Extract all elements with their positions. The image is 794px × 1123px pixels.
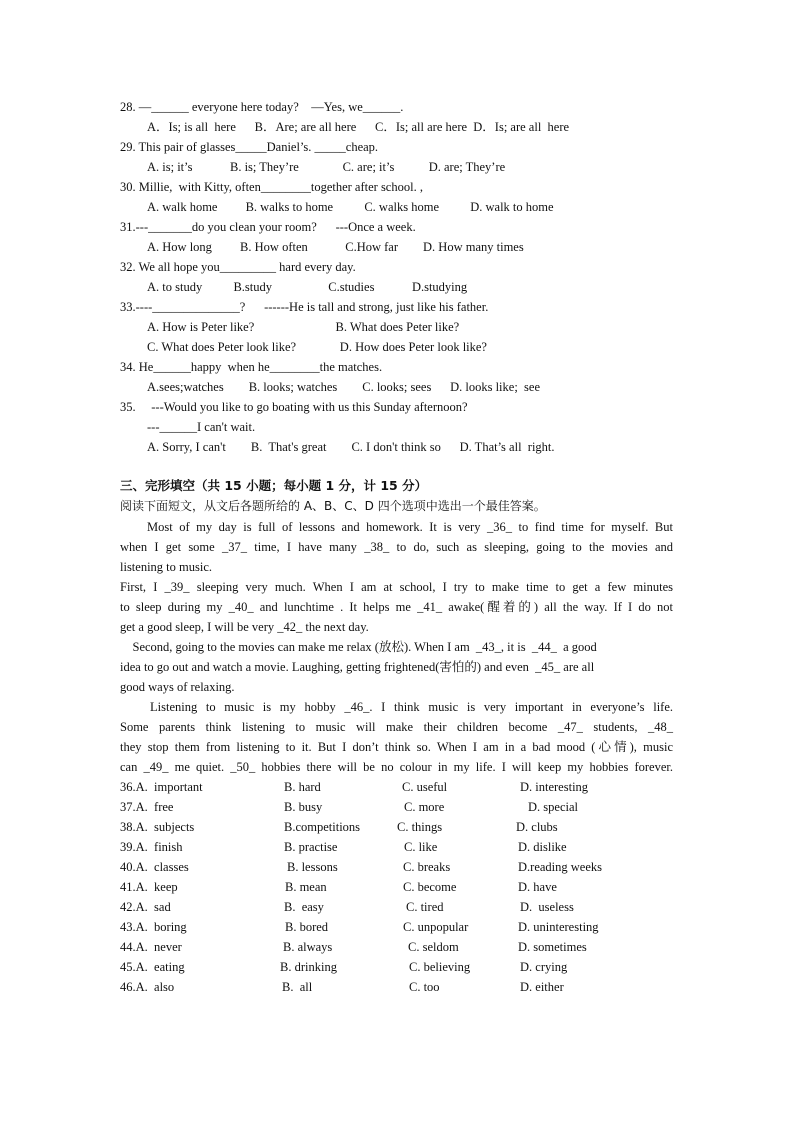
answer-37-c: C. more — [404, 800, 445, 814]
answer-36-a: 36.A. important — [120, 780, 203, 794]
answer-43-b: B. bored — [285, 920, 329, 934]
answer-45-c: C. believing — [409, 960, 471, 974]
passage-line-9: good ways of relaxing. — [120, 680, 235, 694]
answer-43-d: D. uninteresting — [518, 920, 599, 934]
answer-44-c: C. seldom — [408, 940, 459, 954]
passage-line-13: can _49_ me quiet. _50_ hobbies there will be no colour in my life. I will keep my hobbies forever. — [120, 760, 673, 774]
passage-line-10: Listening to music is my hobby _46_. I think music is very important in everyone’s life. — [150, 700, 673, 714]
answer-40-d: D.reading weeks — [518, 860, 602, 874]
answer-37-a: 37.A. free — [120, 800, 174, 814]
passage-line-5: to sleep during my _40_ and lunchtime . It helps me _41_ awake(醒着的) all the way. If I do not — [120, 600, 673, 614]
answer-41-a: 41.A. keep — [120, 880, 178, 894]
question-28-options: A．Is; is all here B．Are; are all here C．Is; all are here D．Is; are all here — [147, 120, 570, 134]
answer-36-d: D. interesting — [520, 780, 589, 794]
answer-45-a: 45.A. eating — [120, 960, 185, 974]
answer-46-a: 46.A. also — [120, 980, 175, 994]
answer-44-a: 44.A. never — [120, 940, 182, 954]
answer-36-c: C. useful — [402, 780, 448, 794]
question-30-stem: 30. Millie, with Kitty, often________together after school. , — [120, 180, 423, 194]
answer-38-a: 38.A. subjects — [120, 820, 195, 834]
answer-39-d: D. dislike — [518, 840, 567, 854]
passage-line-8: idea to go out and watch a movie. Laughing, getting frightened(害怕的) and even _45_ are all — [120, 660, 595, 674]
passage-line-11: Some parents think listening to music will make their children become _47_ students, _48_ — [120, 720, 673, 734]
question-34-stem: 34. He______happy when he________the matches. — [120, 360, 383, 374]
answer-45-d: D. crying — [520, 960, 568, 974]
question-33-options: A. How is Peter like? B. What does Peter like? — [147, 320, 460, 334]
answer-42-b: B. easy — [284, 900, 324, 914]
question-32-stem: 32. We all hope you_________ hard every day. — [120, 260, 356, 274]
answer-37-d: D. special — [528, 800, 578, 814]
answer-46-b: B. all — [282, 980, 313, 994]
question-29-stem: 29. This pair of glasses_____Daniel’s. _____cheap. — [120, 140, 379, 154]
passage-line-6: get a good sleep, I will be very _42_ the next day. — [120, 620, 369, 634]
answer-38-d: D. clubs — [516, 820, 558, 834]
question-31-options: A. How long B. How often C.How far D. How many times — [147, 240, 524, 254]
question-31-stem: 31.---_______do you clean your room? ---Once a week. — [120, 220, 416, 234]
answer-39-a: 39.A. finish — [120, 840, 183, 854]
question-28-stem: 28. —______ everyone here today? —Yes, we______. — [120, 100, 404, 114]
passage-line-12: they stop them from listening to it. But I don’t think so. When I am in a bad mood (心情), music — [120, 740, 673, 754]
answer-36-b: B. hard — [284, 780, 321, 794]
passage-line-7: Second, going to the movies can make me relax (放松). When I am _43_, it is _44_ a good — [120, 640, 597, 654]
question-33-options-2: C. What does Peter look like? D. How does Peter look like? — [147, 340, 487, 354]
answer-40-c: C. breaks — [403, 860, 451, 874]
answer-38-c: C. things — [397, 820, 443, 834]
answer-41-b: B. mean — [285, 880, 327, 894]
answer-42-c: C. tired — [406, 900, 444, 914]
answer-44-b: B. always — [283, 940, 333, 954]
question-30-options: A. walk home B. walks to home C. walks home D. walk to home — [147, 200, 554, 214]
answer-41-d: D. have — [518, 880, 557, 894]
answer-38-b: B.competitions — [284, 820, 361, 834]
answer-43-a: 43.A. boring — [120, 920, 187, 934]
answer-46-c: C. too — [409, 980, 440, 994]
answer-40-b: B. lessons — [287, 860, 338, 874]
question-35-stem: 35. ---Would you like to go boating with us this Sunday afternoon? — [120, 400, 468, 414]
passage-line-3: listening to music. — [120, 560, 213, 574]
answer-39-b: B. practise — [284, 840, 338, 854]
answer-45-b: B. drinking — [280, 960, 337, 974]
answer-39-c: C. like — [404, 840, 438, 854]
question-35-options: A. Sorry, I can't B. That's great C. I don't think so D. That’s all right. — [147, 440, 555, 454]
answer-42-d: D. useless — [520, 900, 574, 914]
question-34-options: A.sees;watches B. looks; watches C. looks; sees D. looks like; see — [147, 380, 541, 394]
question-29-options: A. is; it’s B. is; They’re C. are; it’s D. are; They’re — [147, 160, 506, 174]
answer-37-b: B. busy — [284, 800, 323, 814]
section-heading: 三、完形填空（共 15 小题；每小题 1 分，计 15 分） — [120, 478, 428, 493]
section-instruction: 阅读下面短文，从文后各题所给的 A、B、C、D 四个选项中选出一个最佳答案。 — [120, 499, 546, 513]
question-33-stem: 33.----______________? ------He is tall and strong, just like his father. — [120, 300, 489, 314]
passage-line-4: First, I _39_ sleeping very much. When I am at school, I try to make time to get a few minutes — [120, 580, 673, 594]
answer-42-a: 42.A. sad — [120, 900, 171, 914]
passage-line-2: when I get some _37_ time, I have many _38_ to do, such as sleeping, going to the movies and — [120, 540, 673, 554]
answer-41-c: C. become — [403, 880, 457, 894]
answer-40-a: 40.A. classes — [120, 860, 189, 874]
answer-43-c: C. unpopular — [403, 920, 469, 934]
answer-44-d: D. sometimes — [518, 940, 587, 954]
question-32-options: A. to study B.study C.studies D.studying — [147, 280, 468, 294]
answer-46-d: D. either — [520, 980, 564, 994]
passage-line-1: Most of my day is full of lessons and homework. It is very _36_ to find time for myself. But — [147, 520, 673, 534]
question-35-reply: ---______I can't wait. — [147, 420, 256, 434]
